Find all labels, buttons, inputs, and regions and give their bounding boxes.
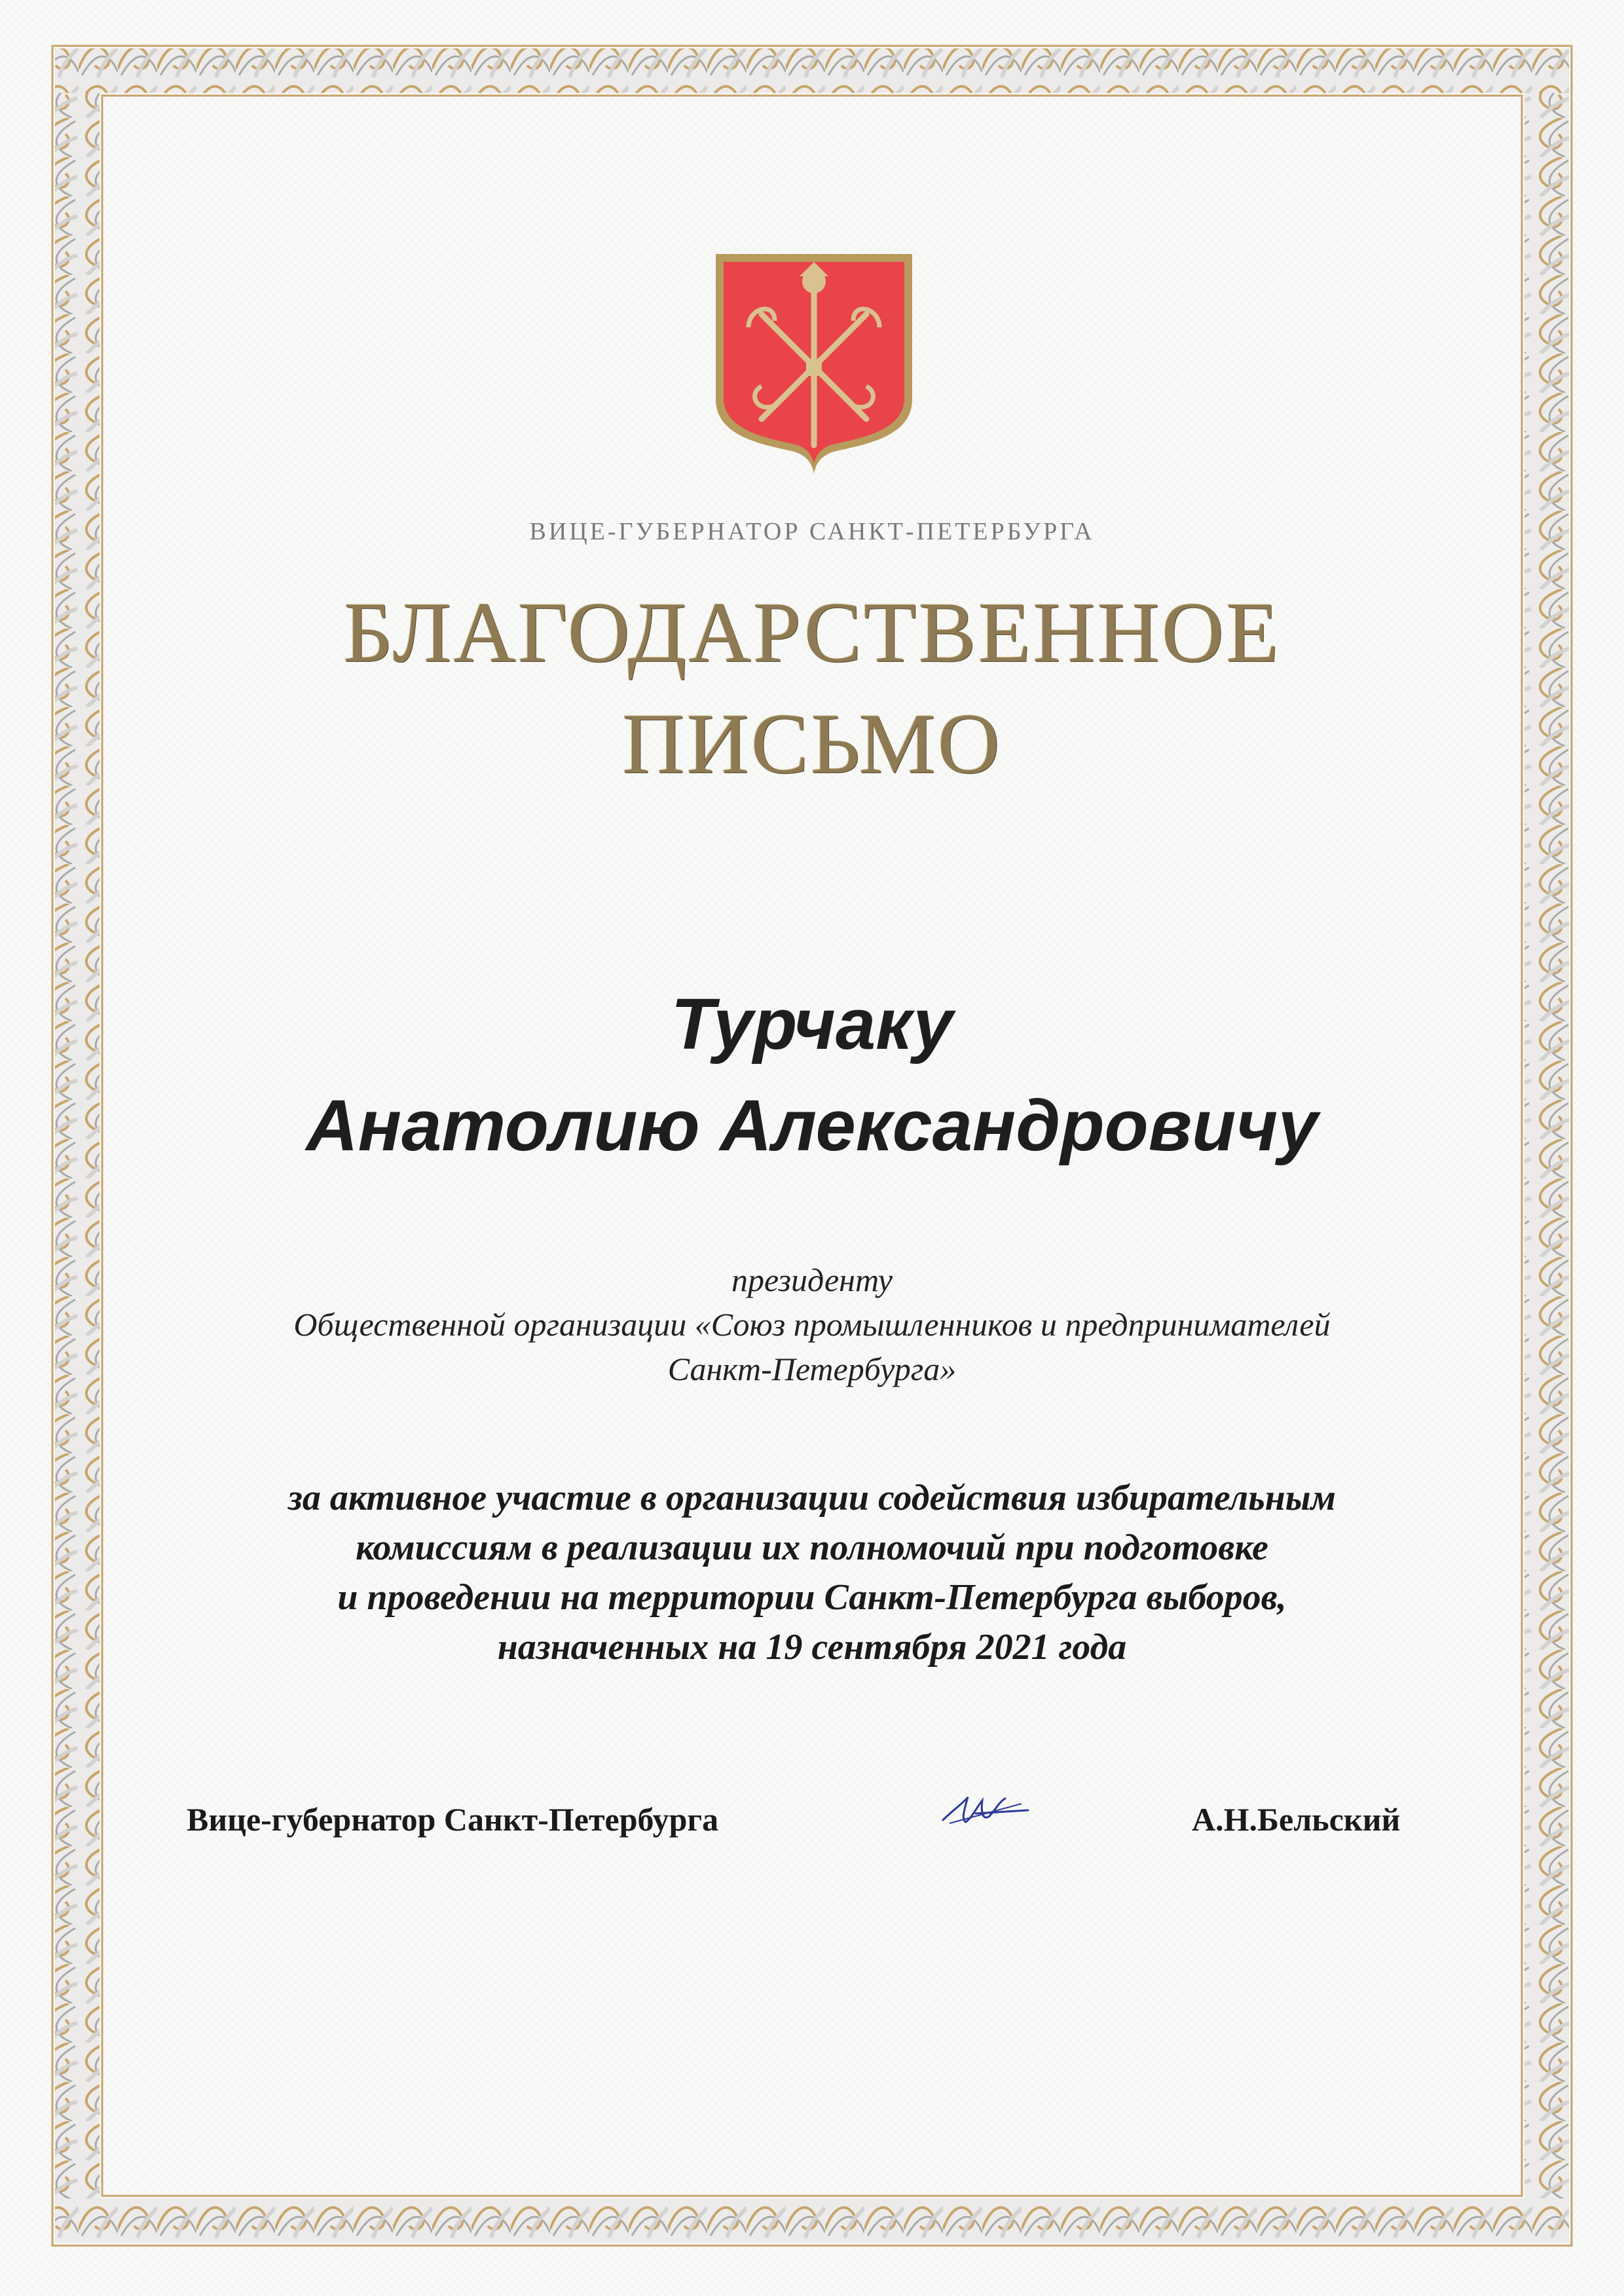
award-reason-line1: за активное участие в организации содействия избирательным	[288, 1478, 1336, 1518]
recipient-position-line3: Санкт-Петербурга»	[667, 1351, 957, 1387]
signatory-title: Вице-губернатор Санкт-Петербурга	[187, 1801, 719, 1838]
document-title-line2: ПИСЬМО	[622, 695, 1002, 792]
document-title-line1: БЛАГОДАРСТВЕННОЕ	[343, 584, 1281, 680]
issuing-authority: ВИЦЕ-ГУБЕРНАТОР САНКТ-ПЕТЕРБУРГА	[529, 518, 1095, 545]
award-reason-line3: и проведении на территории Санкт-Петербурга выборов,	[337, 1577, 1287, 1618]
signatory-name: А.Н.Бельский	[1192, 1801, 1401, 1838]
handwritten-signature	[936, 1784, 1035, 1836]
award-reason-line2: комиссиям в реализации их полномочий при подготовке	[356, 1527, 1268, 1568]
recipient-position-line1: президенту	[731, 1262, 893, 1298]
recipient-surname: Турчаку	[671, 984, 953, 1065]
saint-petersburg-coat-of-arms-icon	[709, 249, 919, 478]
award-reason-line4: назначенных на 19 сентября 2021 года	[497, 1627, 1127, 1667]
recipient-position-line2: Общественной организации «Союз промышленников и предпринимателей	[293, 1306, 1331, 1343]
recipient-given-names: Анатолию Александровичу	[306, 1085, 1318, 1166]
